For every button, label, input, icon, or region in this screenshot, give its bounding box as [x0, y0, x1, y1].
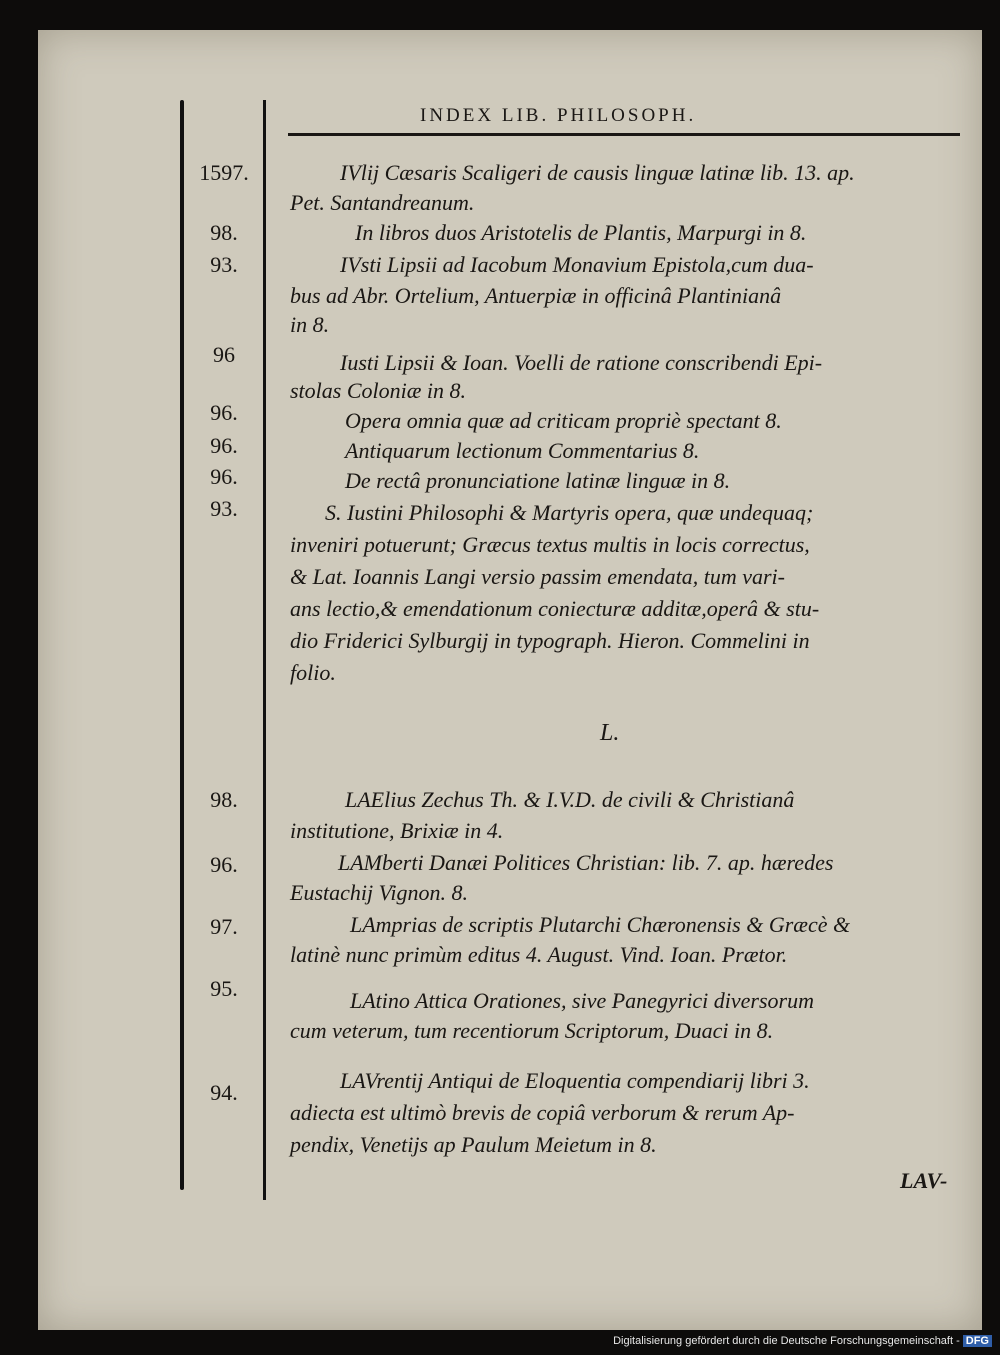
text-line: cum veterum, tum recentiorum Scriptorum, Duaci in 8.	[290, 1018, 774, 1043]
text-line: Iusti Lipsii & Ioan. Voelli de ratione conscribendi Epi-	[340, 350, 823, 375]
year-entry: 96.	[210, 400, 238, 425]
text-line: bus ad Abr. Ortelium, Antuerpiæ in officinâ Plantinianâ	[290, 283, 782, 308]
text-line: LAMberti Danæi Politices Christian: lib. 7. ap. hæredes	[338, 850, 834, 875]
text-line: institutione, Brixiæ in 4.	[290, 818, 504, 843]
text-line: LAtino Attica Orationes, sive Panegyrici diversorum	[350, 988, 814, 1013]
section-letter: L.	[600, 720, 620, 746]
text-line: S. Iustini Philosophi & Martyris opera, quæ undequaq;	[325, 500, 814, 525]
text-line: LAElius Zechus Th. & I.V.D. de civili & Christianâ	[345, 787, 795, 812]
text-line: adiecta est ultimò brevis de copiâ verborum & rerum Ap-	[290, 1100, 795, 1125]
year-entry: 94.	[210, 1080, 238, 1105]
text-line: dio Friderici Sylburgij in typograph. Hieron. Commelini in	[290, 628, 810, 653]
year-entry: 93.	[210, 496, 238, 521]
text-line: Opera omnia quæ ad criticam propriè spectant 8.	[345, 408, 782, 433]
running-head: INDEX LIB. PHILOSOPH.	[420, 105, 697, 126]
year-entry: 96.	[210, 852, 238, 877]
text-line: LAmprias de scriptis Plutarchi Chæronensis & Græcè &	[350, 912, 851, 937]
credit-text: Digitalisierung gefördert durch die Deutsche Forschungsgemeinschaft -	[613, 1335, 960, 1347]
year-entry: 96.	[210, 464, 238, 489]
text-line: IVsti Lipsii ad Iacobum Monavium Epistola,cum dua-	[340, 252, 814, 277]
text-line: inveniri potuerunt; Græcus textus multis in locis correctus,	[290, 532, 810, 557]
year-entry: 1597.	[199, 160, 249, 185]
year-entry: 93.	[210, 252, 238, 277]
year-entry: 95.	[210, 976, 238, 1001]
margin-rule-inner	[263, 100, 266, 1200]
head-rule	[288, 133, 960, 136]
text-line: Antiquarum lectionum Commentarius 8.	[345, 438, 700, 463]
text-line: LAVrentij Antiqui de Eloquentia compendiarij libri 3.	[340, 1068, 810, 1093]
digitization-credit	[613, 1335, 992, 1347]
dfg-logo: DFG	[963, 1335, 992, 1347]
text-line: in 8.	[290, 312, 330, 337]
text-line: folio.	[290, 660, 336, 685]
text-line: & Lat. Ioannis Langi versio passim emendata, tum vari-	[290, 564, 785, 589]
text-line: Eustachij Vignon. 8.	[290, 880, 469, 905]
text-line: De rectâ pronunciatione latinæ linguæ in 8.	[345, 468, 731, 493]
text-line: IVlij Cæsaris Scaligeri de causis linguæ latinæ lib. 13. ap.	[340, 160, 855, 185]
year-entry: 98.	[210, 787, 238, 812]
text-line: stolas Coloniæ in 8.	[290, 378, 467, 403]
text-line: In libros duos Aristotelis de Plantis, Marpurgi in 8.	[355, 220, 807, 245]
year-entry: 97.	[210, 914, 238, 939]
year-entry: 98.	[210, 220, 238, 245]
catchword: LAV-	[900, 1168, 948, 1193]
year-entry: 96	[213, 342, 235, 367]
text-line: Pet. Santandreanum.	[290, 190, 475, 215]
margin-rule-outer	[180, 100, 184, 1190]
text-line: latinè nunc primùm editus 4. August. Vind. Ioan. Prætor.	[290, 942, 788, 967]
text-line: pendix, Venetijs ap Paulum Meietum in 8.	[290, 1132, 657, 1157]
year-entry: 96.	[210, 433, 238, 458]
text-line: ans lectio,& emendationum coniecturæ additæ,operâ & stu-	[290, 596, 820, 621]
